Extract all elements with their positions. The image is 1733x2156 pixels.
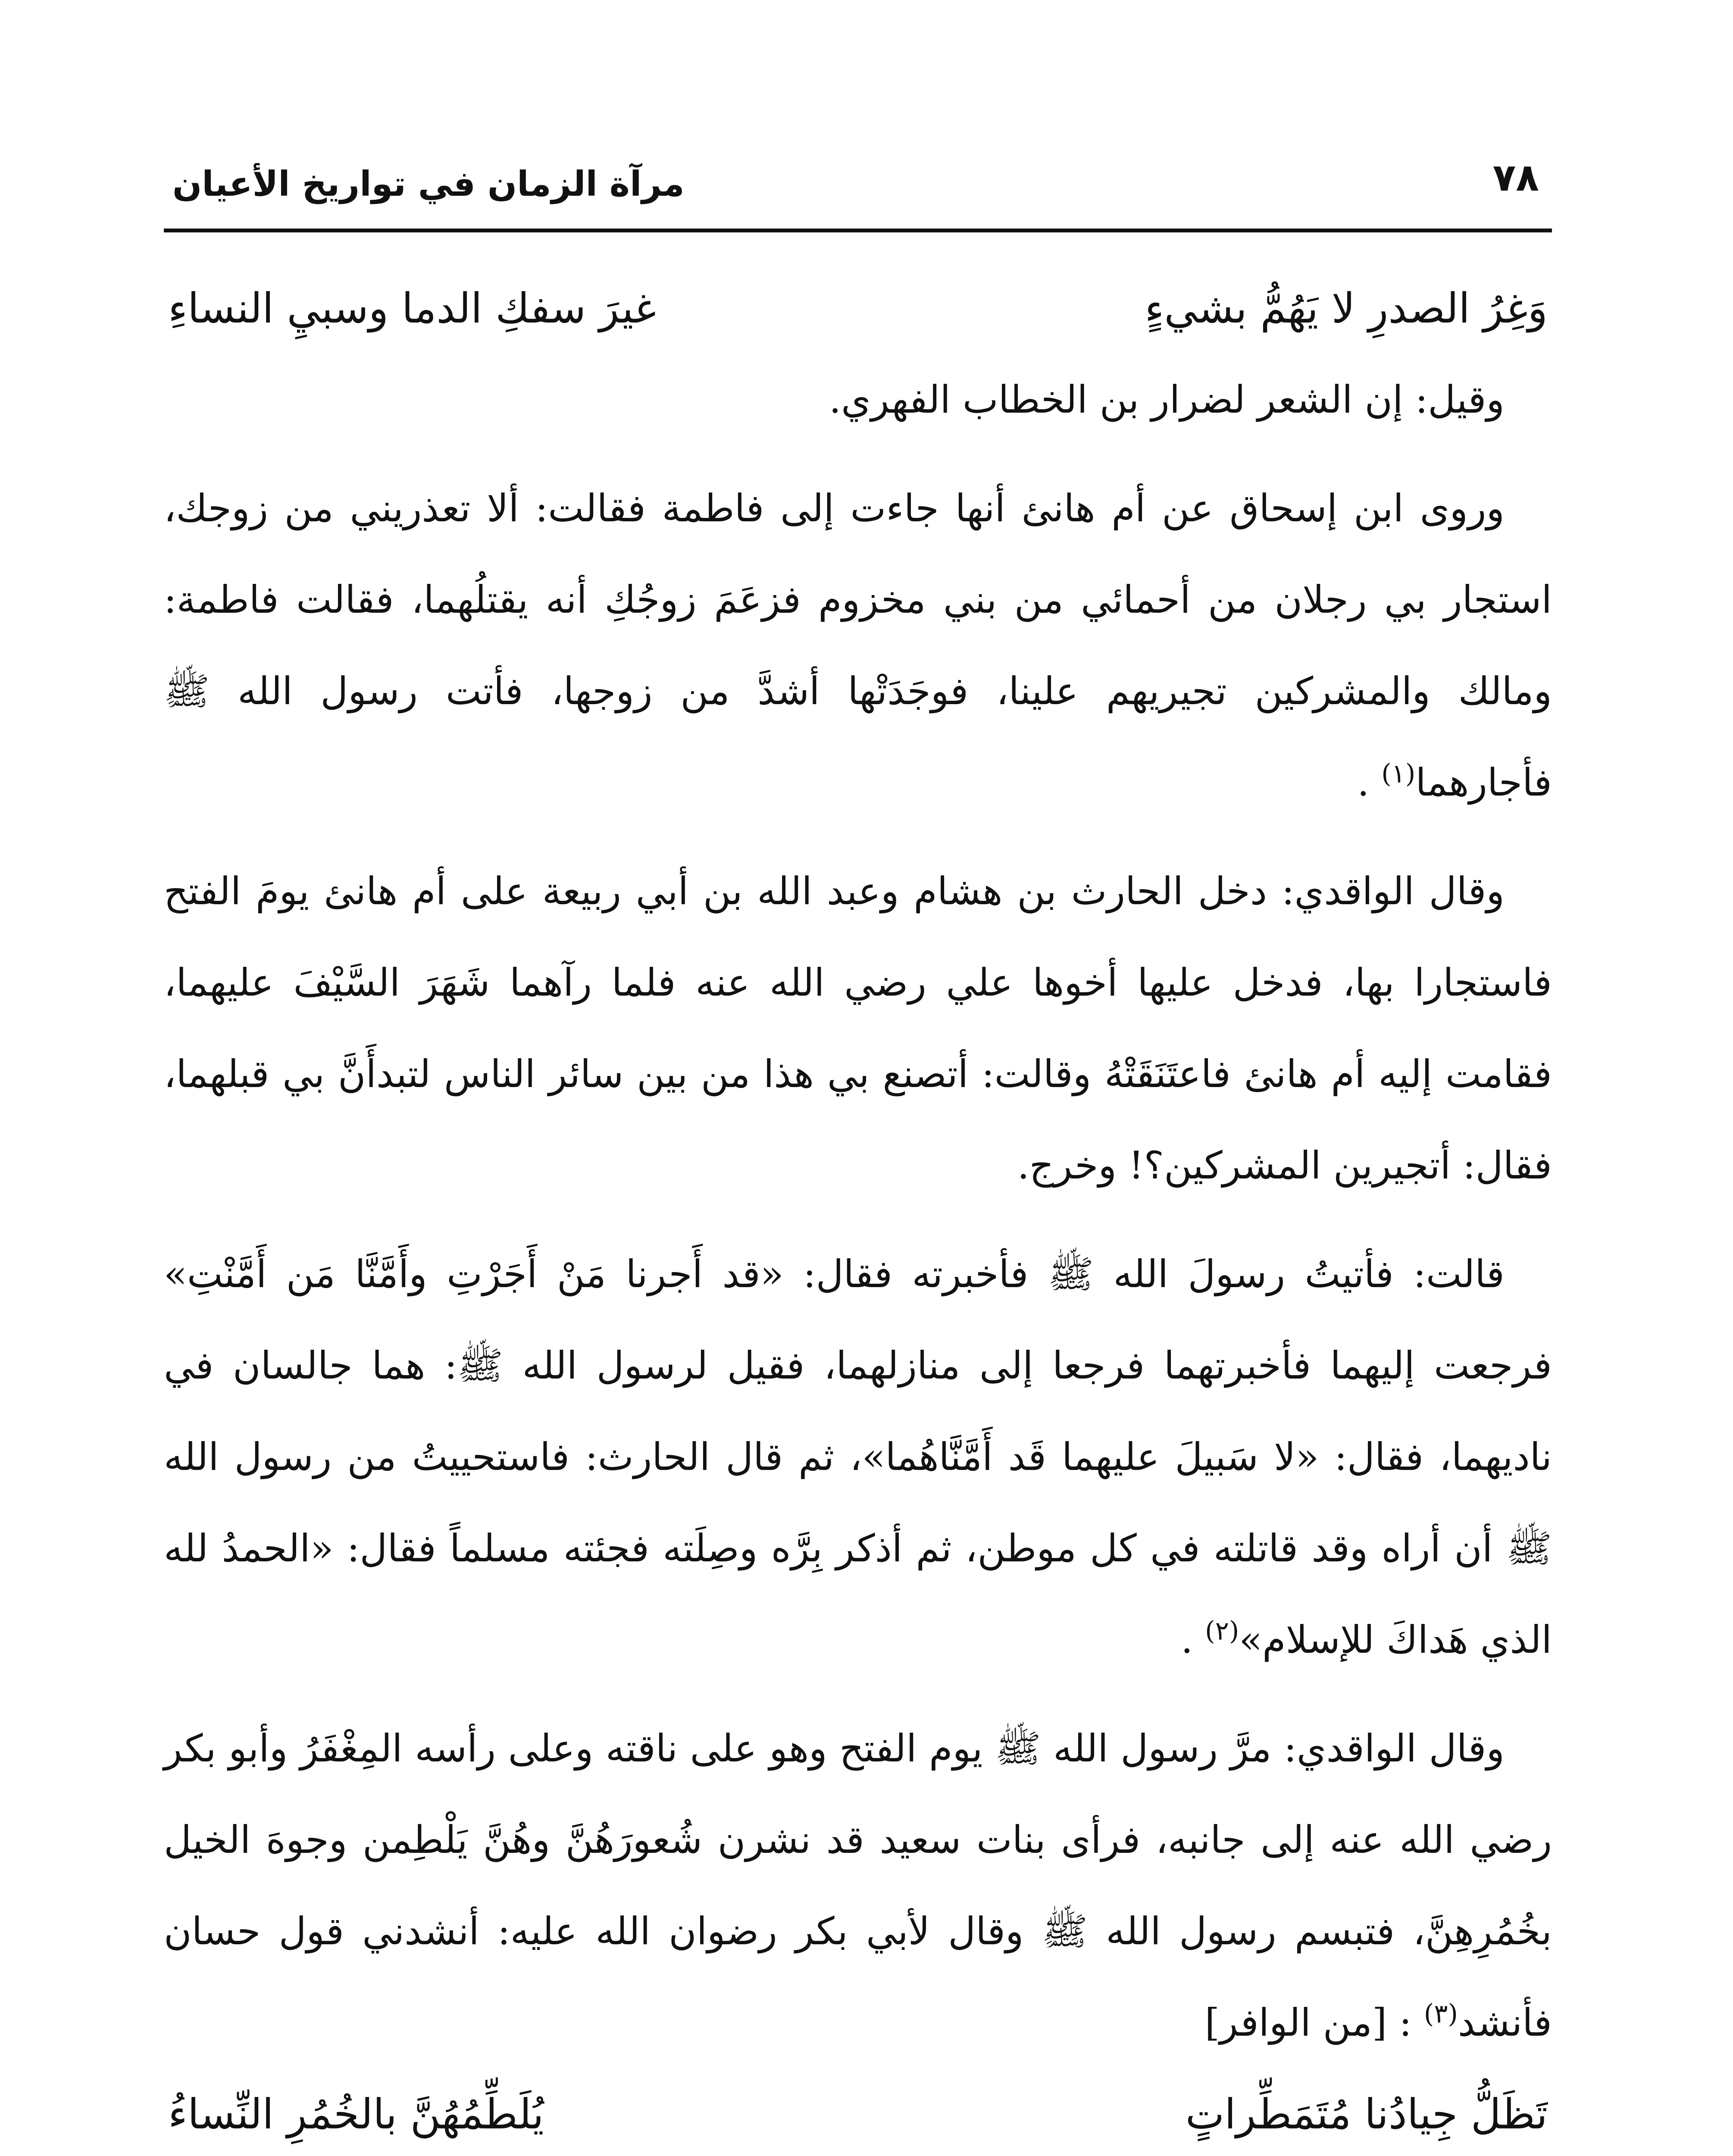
paragraph-text: قالت: فأتيتُ رسولَ الله ﷺ فأخبرته فقال: «قد أَجرنا مَنْ أَجَرْتِ وأَمَّنَّا مَن أَمَّنْتِ» فرجعت إليهما فأخبرتهما فرجعا إلى منازلهما، فقيل لرسول الله ﷺ: هما جالسان في ناديهما، فقال: «لا سَبيلَ عليهما قَد أَمَّنَّاهُما»، ثم قال الحارث: فاستحييتُ من رسول الله ﷺ أن أراه وقد قاتلته في كل موطن، ثم أذكر بِرَّه وصِلَته فجئته مسلماً فقال: «الحمدُ لله الذي هَداكَ للإسلام» bbox=[164, 1252, 1552, 1662]
poetry-verse bbox=[164, 2068, 1552, 2156]
paragraph bbox=[164, 846, 1552, 1211]
verse-first-hemistich: وَغِرُ الصدرِ لا يَهُمُّ بشيءٍ bbox=[1145, 284, 1548, 332]
paragraph-text: وقال الواقدي: دخل الحارث بن هشام وعبد الله بن أبي ربيعة على أم هانئ يومَ الفتح فاستجارا بها، فدخل عليها أخوها علي رضي الله عنه فلما رآهما شَهَرَ السَّيْفَ عليهما، فقامت إليه أم هانئ فاعتَنَقَتْهُ وقالت: أتصنع بي هذا من بين سائر الناس لتبدأَنَّ بي قبلهما، فقال: أتجيرين المشركين؟! وخرج. bbox=[164, 869, 1552, 1188]
book-page bbox=[164, 129, 1552, 2156]
footnote-reference: (٣) bbox=[1423, 1999, 1458, 2029]
paragraph-end: . bbox=[1181, 1617, 1205, 1662]
footnote-reference: (٢) bbox=[1205, 1616, 1239, 1646]
poetry-verse bbox=[164, 263, 1552, 354]
verse-second-hemistich: غيرَ سفكِ الدما وسبيِ النساءِ bbox=[168, 284, 656, 332]
verse-second-hemistich: يُلَطِّمُهُنَّ بالخُمُرِ النِّساءُ bbox=[168, 2090, 544, 2138]
paragraph-end: . bbox=[1357, 760, 1382, 805]
paragraph-text: وقال الواقدي: مرَّ رسول الله ﷺ يوم الفتح وهو على ناقته وعلى رأسه المِغْفَرُ وأبو بكر رضي الله عنه إلى جانبه، فرأى بنات سعيد قد نشرن شُعورَهُنَّ وهُنَّ يَلْطِمن وجوهَ الخيل بخُمُرِهِنَّ، فتبسم رسول الله ﷺ وقال لأبي بكر رضوان الله عليه: أنشدني قول حسان فأنشد bbox=[164, 1726, 1552, 2045]
paragraph bbox=[164, 1228, 1552, 1686]
main-text bbox=[164, 232, 1552, 2156]
running-header bbox=[164, 129, 1552, 232]
paragraph-text: وروى ابن إسحاق عن أم هانئ أنها جاءت إلى فاطمة فقالت: ألا تعذريني من زوجك، استجار بي رجلان من أحمائي من بني مخزوم فزعَمَ زوجُكِ أنه يقتلُهما، فقالت فاطمة: ومالك والمشركين تجيريهم علينا، فوجَدَتْها أشدَّ من زوجها، فأتت رسول الله ﷺ فأجارهما bbox=[164, 486, 1552, 805]
footnote-reference: (١) bbox=[1381, 758, 1416, 789]
page-number: ٧٨ bbox=[1492, 155, 1539, 200]
book-title: مرآة الزمان في تواريخ الأعيان bbox=[172, 164, 685, 204]
poetic-meter-label: [من الوافر] bbox=[1204, 2000, 1387, 2045]
paragraph bbox=[164, 463, 1552, 828]
verse-first-hemistich: تَظَلُّ جِيادُنا مُتَمَطِّراتٍ bbox=[1185, 2090, 1548, 2138]
paragraph bbox=[164, 354, 1552, 445]
paragraph-text: وقيل: إن الشعر لضرار بن الخطاب الفهري. bbox=[829, 377, 1505, 422]
paragraph-end: : bbox=[1387, 2000, 1424, 2045]
paragraph bbox=[164, 1703, 1552, 2068]
